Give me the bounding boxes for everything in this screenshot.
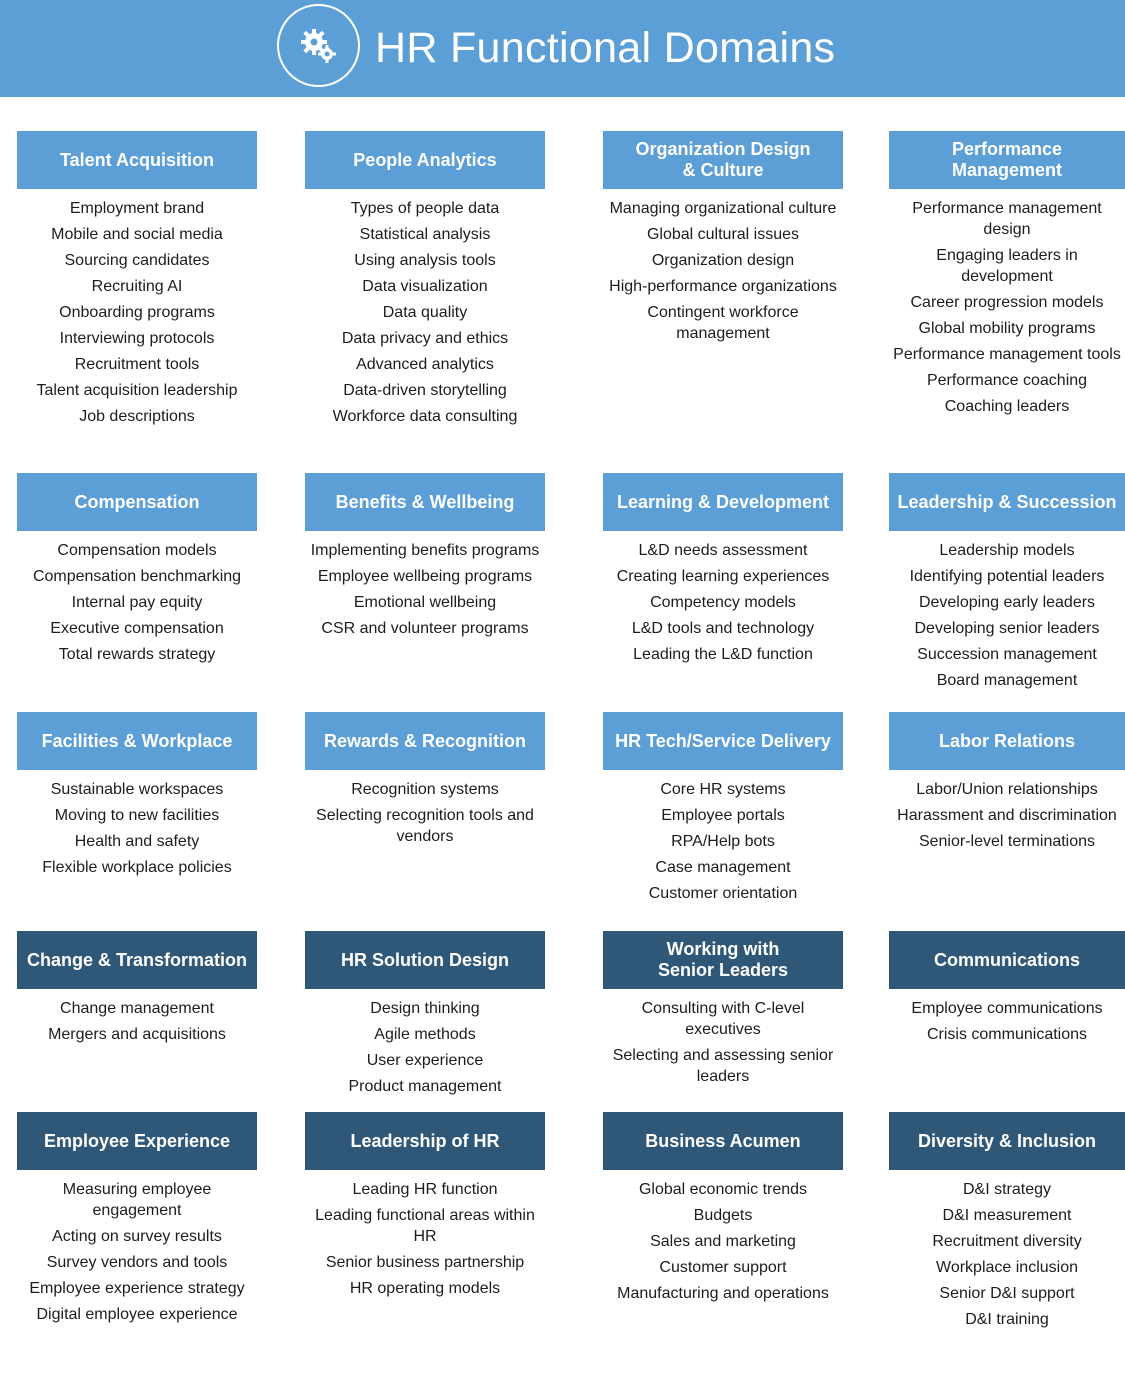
domain-card-hr-tech-service-delivery — [603, 712, 843, 909]
domain-item: Data privacy and ethics — [341, 330, 509, 347]
domain-header — [603, 1112, 843, 1170]
domain-item-list — [305, 998, 545, 1097]
domain-item: Case management — [655, 859, 791, 876]
domain-title: Communications — [933, 949, 1080, 970]
domain-item-list — [305, 779, 545, 847]
domain-title: Benefits & Wellbeing — [335, 491, 515, 512]
domain-item: Mobile and social media — [51, 226, 223, 243]
domain-item: Core HR systems — [660, 781, 786, 798]
header-banner — [0, 0, 1125, 97]
domain-item: Recruitment tools — [74, 356, 200, 373]
domain-header — [889, 131, 1125, 189]
domain-item: Crisis communications — [926, 1026, 1088, 1043]
domain-item: Leading the L&D function — [633, 646, 813, 663]
domain-card-change-and-transformation — [17, 931, 257, 1050]
domain-header — [889, 712, 1125, 770]
domain-item: Workforce data consulting — [332, 408, 518, 425]
domain-item-list — [17, 198, 257, 427]
domain-item: D&I measurement — [942, 1207, 1072, 1224]
domain-item: Managing organizational culture — [609, 200, 837, 217]
domain-item-list — [17, 779, 257, 878]
domain-item: Contingent workforce management — [647, 304, 799, 342]
domain-item: Customer support — [659, 1259, 787, 1276]
domain-item: Performance management tools — [893, 346, 1121, 363]
domain-item: Budgets — [693, 1207, 753, 1224]
domain-header — [305, 473, 545, 531]
domain-item: D&I strategy — [962, 1181, 1052, 1198]
domain-card-diversity-and-inclusion — [889, 1112, 1125, 1335]
domain-item: Survey vendors and tools — [46, 1254, 228, 1271]
domain-item: Health and safety — [74, 833, 200, 850]
domain-item: Data-driven storytelling — [343, 382, 507, 399]
domain-item: Succession management — [917, 646, 1097, 663]
domain-item-list — [17, 1179, 257, 1325]
domain-item: Performance management design — [912, 200, 1102, 238]
domain-item: CSR and volunteer programs — [321, 620, 529, 637]
domain-item: Recruiting AI — [91, 278, 183, 295]
domain-item: Creating learning experiences — [616, 568, 830, 585]
domain-title: HR Tech/Service Delivery — [615, 730, 831, 751]
domain-item-list — [889, 779, 1125, 852]
domain-card-benefits-and-wellbeing — [305, 473, 545, 644]
domain-title: Labor Relations — [938, 730, 1076, 751]
domain-item: Customer orientation — [648, 885, 798, 902]
domain-item: Executive compensation — [50, 620, 224, 637]
domain-item: Workplace inclusion — [936, 1259, 1078, 1276]
domain-item: Advanced analytics — [356, 356, 494, 373]
domain-header — [17, 1112, 257, 1170]
domain-title: Compensation — [74, 491, 200, 512]
domain-item: Moving to new facilities — [54, 807, 220, 824]
domain-item: Selecting and assessing senior leaders — [612, 1047, 834, 1085]
domain-item: Recruitment diversity — [932, 1233, 1082, 1250]
domain-item-list — [603, 540, 843, 665]
gears-icon — [277, 4, 360, 87]
domain-item-list — [889, 1179, 1125, 1330]
page-title: HR Functional Domains — [375, 24, 836, 72]
domain-card-rewards-and-recognition — [305, 712, 545, 852]
domain-header — [305, 712, 545, 770]
domain-item: Global cultural issues — [646, 226, 800, 243]
domain-title: Rewards & Recognition — [323, 730, 527, 751]
domain-item-list — [17, 540, 257, 665]
domain-header — [305, 1112, 545, 1170]
domain-item: Types of people data — [350, 200, 500, 217]
domain-item: Emotional wellbeing — [353, 594, 497, 611]
domain-card-employee-experience — [17, 1112, 257, 1330]
domain-card-leadership-of-hr — [305, 1112, 545, 1304]
domain-card-performance-management — [889, 131, 1125, 422]
domain-item-list — [889, 998, 1125, 1045]
domain-item: L&D needs assessment — [638, 542, 808, 559]
domain-item-list — [603, 1179, 843, 1304]
domain-item: L&D tools and technology — [631, 620, 815, 637]
domain-item: Coaching leaders — [944, 398, 1070, 415]
domain-item: High-performance organizations — [609, 278, 837, 295]
domain-card-hr-solution-design — [305, 931, 545, 1102]
domain-item: Acting on survey results — [52, 1228, 222, 1245]
gears-icon-graphic — [297, 24, 341, 68]
domain-item: Global economic trends — [638, 1181, 808, 1198]
domain-item: Interviewing protocols — [59, 330, 215, 347]
domain-item: Mergers and acquisitions — [48, 1026, 226, 1043]
domain-item: Sustainable workspaces — [50, 781, 224, 798]
domain-item-list — [603, 779, 843, 904]
domain-item: Internal pay equity — [71, 594, 203, 611]
domain-item: Job descriptions — [79, 408, 195, 425]
domain-item: Global mobility programs — [918, 320, 1096, 337]
domain-item: Sourcing candidates — [64, 252, 210, 269]
domain-title: Organization Design & Culture — [635, 139, 811, 180]
domain-card-talent-acquisition — [17, 131, 257, 432]
domain-title: HR Solution Design — [341, 949, 509, 970]
domain-header — [17, 712, 257, 770]
domain-item: Agile methods — [374, 1026, 476, 1043]
domain-item-list — [305, 540, 545, 639]
domain-item: Onboarding programs — [59, 304, 215, 321]
domain-title: Diversity & Inclusion — [917, 1130, 1097, 1151]
domain-item: Design thinking — [370, 1000, 480, 1017]
domain-item-list — [603, 198, 843, 344]
domain-title: Business Acumen — [645, 1130, 801, 1151]
domain-item: Employee experience strategy — [29, 1280, 245, 1297]
domain-item: Measuring employee engagement — [62, 1181, 212, 1219]
domain-item: Change management — [60, 1000, 214, 1017]
domain-item-list — [889, 540, 1125, 691]
domain-header — [305, 931, 545, 989]
domain-card-people-analytics — [305, 131, 545, 432]
domain-header — [889, 473, 1125, 531]
domain-item: Leading functional areas within HR — [315, 1207, 535, 1245]
domain-item: Board management — [936, 672, 1078, 689]
domain-item: Identifying potential leaders — [909, 568, 1105, 585]
domain-item-list — [305, 1179, 545, 1299]
domain-header — [17, 931, 257, 989]
domain-item: Total rewards strategy — [58, 646, 216, 663]
domain-item: Talent acquisition leadership — [36, 382, 238, 399]
domain-item: Compensation benchmarking — [32, 568, 242, 585]
domain-title: Change & Transformation — [26, 949, 248, 970]
domain-item: Career progression models — [910, 294, 1104, 311]
domain-item: Flexible workplace policies — [42, 859, 232, 876]
domain-item-list — [305, 198, 545, 427]
domain-card-communications — [889, 931, 1125, 1050]
domain-item: Developing early leaders — [918, 594, 1096, 611]
domain-header — [305, 131, 545, 189]
domain-item: Manufacturing and operations — [617, 1285, 829, 1302]
domain-item: Engaging leaders in development — [936, 247, 1078, 285]
domain-item: Selecting recognition tools and vendors — [316, 807, 534, 845]
domain-item: Recognition systems — [351, 781, 499, 798]
domain-item-list — [17, 998, 257, 1045]
domain-card-business-acumen — [603, 1112, 843, 1309]
domain-item: D&I training — [965, 1311, 1049, 1328]
domain-item: Statistical analysis — [359, 226, 491, 243]
domain-card-leadership-and-succession — [889, 473, 1125, 696]
domain-item: Developing senior leaders — [914, 620, 1100, 637]
domain-item: Employee wellbeing programs — [317, 568, 533, 585]
domain-title: Learning & Development — [616, 491, 830, 512]
domain-header — [603, 712, 843, 770]
domain-item: Senior business partnership — [325, 1254, 525, 1271]
domain-item: Employment brand — [69, 200, 205, 217]
domain-header — [889, 1112, 1125, 1170]
domain-item: Using analysis tools — [354, 252, 496, 269]
domain-header — [17, 131, 257, 189]
domain-title: Performance Management — [951, 139, 1063, 180]
domain-title: Working with Senior Leaders — [657, 939, 789, 980]
domain-header — [603, 131, 843, 189]
domain-item-list — [603, 998, 843, 1087]
domain-title: Employee Experience — [43, 1130, 231, 1151]
domain-item: Implementing benefits programs — [310, 542, 540, 559]
domain-item: Organization design — [651, 252, 795, 269]
domain-item: RPA/Help bots — [671, 833, 775, 850]
domain-item: User experience — [366, 1052, 484, 1069]
domain-card-compensation — [17, 473, 257, 670]
domain-title: People Analytics — [353, 149, 497, 170]
domain-card-organization-design-and-culture — [603, 131, 843, 349]
domain-item: Consulting with C-level executives — [641, 1000, 805, 1038]
domain-header — [889, 931, 1125, 989]
domain-header — [603, 473, 843, 531]
domain-item: Senior-level terminations — [918, 833, 1096, 850]
domain-card-labor-relations — [889, 712, 1125, 857]
domain-item: Product management — [348, 1078, 502, 1095]
domain-item: Sales and marketing — [650, 1233, 796, 1250]
domain-title: Talent Acquisition — [59, 149, 214, 170]
domain-item: Digital employee experience — [36, 1306, 238, 1323]
domain-card-working-with-senior-leaders — [603, 931, 843, 1092]
domain-item: Performance coaching — [926, 372, 1088, 389]
domain-item: Harassment and discrimination — [897, 807, 1117, 824]
domain-item: Employee communications — [911, 1000, 1103, 1017]
domain-item-list — [889, 198, 1125, 417]
domain-item: Senior D&I support — [939, 1285, 1075, 1302]
domain-title: Facilities & Workplace — [41, 730, 233, 751]
domain-item: Leadership models — [939, 542, 1075, 559]
domain-header — [603, 931, 843, 989]
domain-item: Labor/Union relationships — [916, 781, 1098, 798]
domain-item: Leading HR function — [352, 1181, 498, 1198]
domain-item: Compensation models — [57, 542, 217, 559]
domain-header — [17, 473, 257, 531]
domain-item: HR operating models — [349, 1280, 501, 1297]
domain-item: Data visualization — [362, 278, 488, 295]
domain-card-learning-and-development — [603, 473, 843, 670]
domain-item: Competency models — [650, 594, 796, 611]
domain-item: Employee portals — [661, 807, 785, 824]
domain-title: Leadership & Succession — [897, 491, 1117, 512]
domain-item: Data quality — [382, 304, 468, 321]
domain-title: Leadership of HR — [350, 1130, 500, 1151]
domain-card-facilities-and-workplace — [17, 712, 257, 883]
